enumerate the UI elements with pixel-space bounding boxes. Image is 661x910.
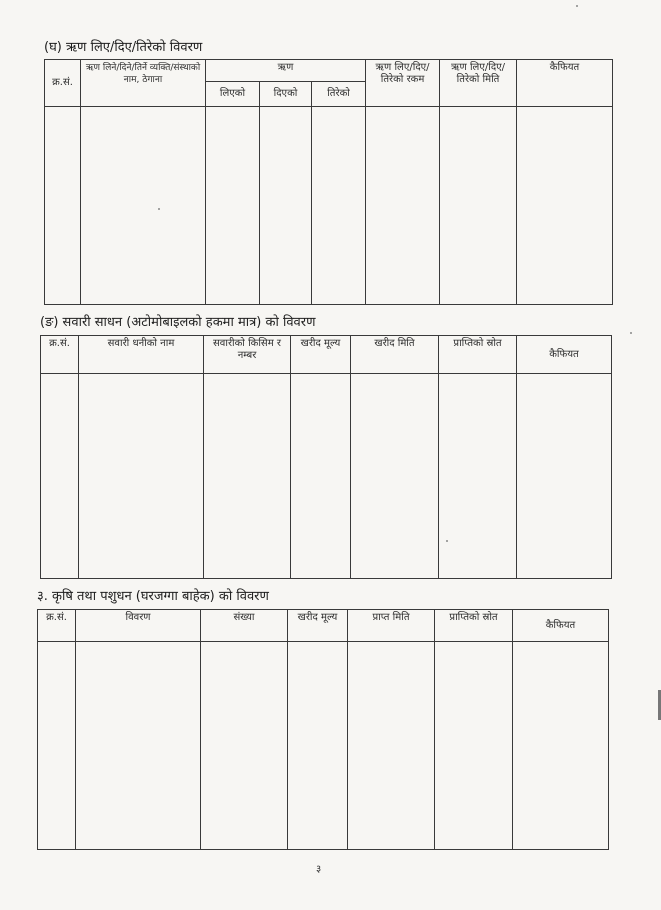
section-gha-title: (घ) ऋण लिए/दिए/तिरेको विवरण	[44, 40, 203, 55]
vehicle-header-remarks: कैफियत	[517, 336, 612, 374]
loan-header-date: ऋण लिए/दिए/तिरेको मिति	[440, 60, 517, 107]
loan-table	[44, 59, 613, 305]
vehicle-header-purchase-date: खरीद मिति	[351, 336, 439, 374]
section-nga-title: (ङ) सवारी साधन (अटोमोबाइलको हकमा मात्र) को विवरण	[40, 315, 316, 330]
vehicle-table	[40, 335, 612, 579]
page-number: ३	[316, 864, 322, 875]
agri-header-remarks: कैफियत	[513, 610, 609, 642]
vehicle-header-serial: क्र.सं.	[41, 336, 79, 374]
loan-blank-row[interactable]	[45, 107, 613, 305]
loan-header-repaid: तिरेको	[312, 82, 366, 107]
section-3-title: ३. कृषि तथा पशुधन (घरजग्गा बाहेक) को विवरण	[37, 589, 269, 604]
loan-header-name: ऋण लिने/दिने/तिर्ने व्यक्ति/संस्थाको नाम, ठेगाना	[81, 60, 206, 107]
scan-speck	[576, 5, 578, 7]
agri-header-description: विवरण	[76, 610, 201, 642]
agriculture-table	[37, 609, 609, 850]
loan-header-remarks: कैफियत	[517, 60, 613, 107]
vehicle-header-owner-name: सवारी धनीको नाम	[79, 336, 204, 374]
vehicle-blank-row[interactable]	[41, 374, 612, 579]
agri-header-source: प्राप्तिको स्रोत	[435, 610, 513, 642]
agri-header-received-date: प्राप्त मिति	[348, 610, 435, 642]
agri-header-quantity: संख्या	[201, 610, 288, 642]
loan-header-amount: ऋण लिए/दिए/तिरेको रकम	[366, 60, 440, 107]
scan-speck	[630, 332, 632, 334]
scan-speck	[446, 540, 448, 542]
vehicle-header-source: प्राप्तिको स्रोत	[439, 336, 517, 374]
vehicle-header-purchase-price: खरीद मूल्य	[291, 336, 351, 374]
loan-header-serial: क्र.सं.	[45, 60, 81, 107]
agri-header-purchase-price: खरीद मूल्य	[288, 610, 348, 642]
agriculture-blank-row[interactable]	[38, 642, 609, 850]
scan-speck	[158, 208, 160, 210]
agri-header-serial: क्र.सं.	[38, 610, 76, 642]
loan-header-loan: ऋण	[206, 60, 366, 82]
loan-header-given: दिएको	[260, 82, 312, 107]
vehicle-header-type-number: सवारीको किसिम र नम्बर	[204, 336, 291, 374]
loan-header-taken: लिएको	[206, 82, 260, 107]
